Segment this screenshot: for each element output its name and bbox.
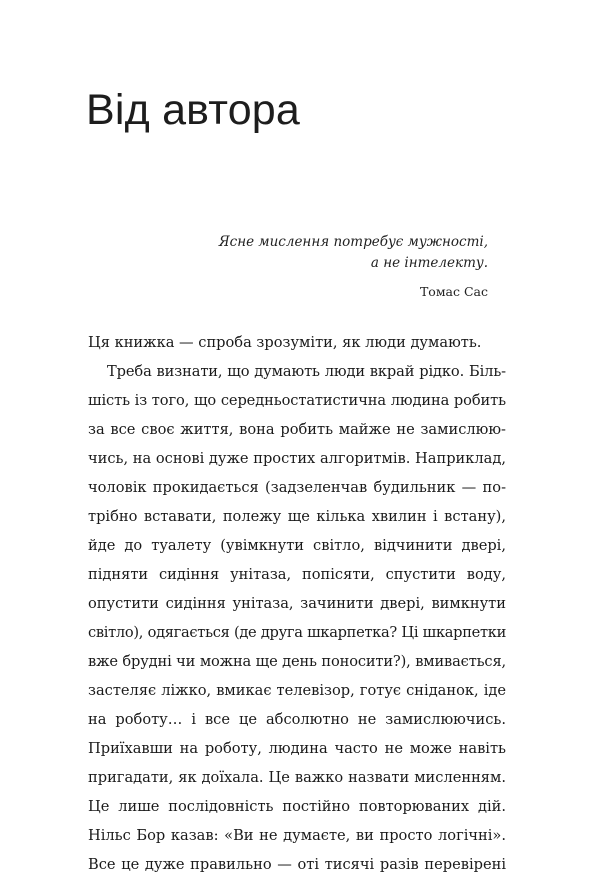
epigraph-line: Ясне мислення потребує мужності,	[218, 234, 488, 250]
body-text	[88, 328, 506, 879]
text-line: підняти сидіння унітаза, попісяти, спустити воду,	[88, 566, 506, 583]
epigraph-author: Томас Сас	[419, 284, 488, 299]
text-line: світло), одягається (де друга шкарпетка? Ці шкарпетки	[88, 624, 506, 641]
text-line: Ця книжка — спроба зрозуміти, як люди думають.	[88, 334, 482, 351]
text-line: шість із того, що середньостатистична людина робить	[88, 392, 506, 409]
text-line: на роботу… і все це абсолютно не замислюючись.	[88, 711, 506, 728]
text-line: Все це дуже правильно — оті тисячі разів перевірені	[88, 856, 506, 873]
text-line: за все своє життя, вона робить майже не замислюю-	[88, 421, 506, 438]
text-line: чись, на основі дуже простих алгоритмів. Наприклад,	[88, 450, 506, 467]
chapter-title: Від автора	[86, 86, 301, 134]
text-line: йде до туалету (увімкнути світло, відчинити двері,	[88, 537, 506, 554]
text-line: застеляє ліжко, вмикає телевізор, готує сніданок, іде	[88, 682, 506, 699]
text-line: опустити сидіння унітаза, зачинити двері, вимкнути	[88, 595, 506, 612]
epigraph	[128, 232, 488, 302]
text-line: трібно вставати, полежу ще кілька хвилин і встану),	[88, 508, 506, 525]
text-line: Треба визнати, що думають люди вкрай рідко. Біль-	[107, 363, 506, 380]
epigraph-line: а не інтелекту.	[370, 255, 488, 271]
text-line: пригадати, як доїхала. Це важко назвати мисленням.	[88, 769, 506, 786]
text-line: Приїхавши на роботу, людина часто не може навіть	[88, 740, 506, 757]
text-line: вже брудні чи можна ще день поносити?), вмивається,	[88, 653, 506, 670]
text-line: Це лише послідовність постійно повторюваних дій.	[88, 798, 506, 815]
text-line: Нільс Бор казав: «Ви не думаєте, ви просто логічні».	[88, 827, 506, 844]
text-line: чоловік прокидається (задзеленчав будильник — по-	[88, 479, 506, 496]
